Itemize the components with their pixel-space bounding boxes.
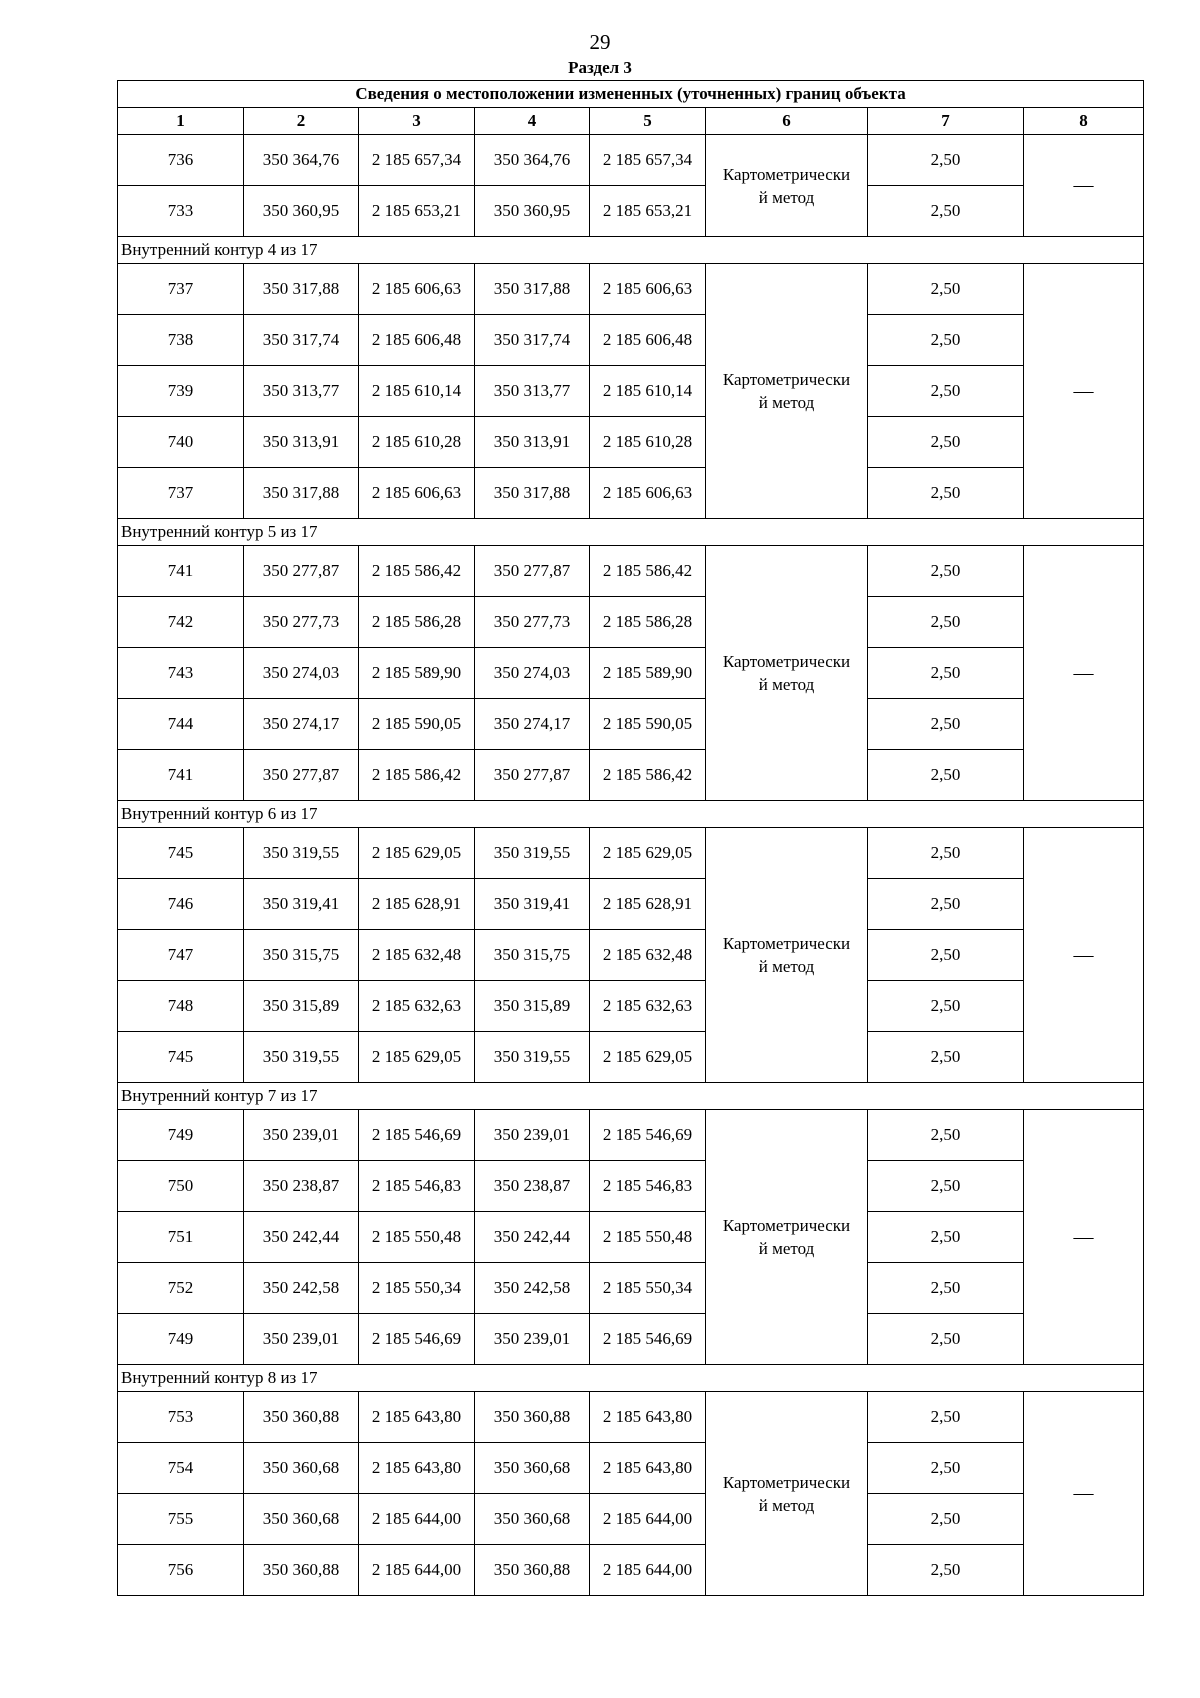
y-coordinate-cell: 2 185 550,34 [359,1263,475,1314]
x-coordinate-new-cell: 350 274,17 [475,699,590,750]
method-cell [706,546,868,801]
method-text-line2: й метод [758,1495,815,1515]
method-text-line1: Картометрически [722,652,851,671]
x-coordinate-new-cell: 350 239,01 [475,1314,590,1365]
table-row [118,186,1144,237]
y-coordinate-cell: 2 185 586,42 [359,750,475,801]
y-coordinate-cell: 2 185 546,69 [359,1110,475,1161]
y-coordinate-new-cell: 2 185 629,05 [590,1032,706,1083]
y-coordinate-cell: 2 185 546,83 [359,1161,475,1212]
table-row [118,1161,1144,1212]
x-coordinate-cell: 350 274,03 [244,648,359,699]
table-row [118,1212,1144,1263]
table-row [118,1263,1144,1314]
y-coordinate-new-cell: 2 185 606,63 [590,264,706,315]
x-coordinate-new-cell: 350 242,58 [475,1263,590,1314]
x-coordinate-new-cell: 350 238,87 [475,1161,590,1212]
point-number-cell: 753 [118,1392,244,1443]
y-coordinate-new-cell: 2 185 610,14 [590,366,706,417]
accuracy-cell: 2,50 [868,1161,1024,1212]
column8-dash-cell: — [1024,546,1144,801]
page-number: 29 [589,30,611,54]
table-row [118,1314,1144,1365]
point-number-cell: 745 [118,828,244,879]
table-row [118,315,1144,366]
table-row [118,1392,1144,1443]
x-coordinate-new-cell: 350 364,76 [475,135,590,186]
point-number-cell: 739 [118,366,244,417]
contour-label: Внутренний контур 7 из 17 [118,1083,1144,1110]
point-number-cell: 751 [118,1212,244,1263]
method-cell [706,828,868,1083]
x-coordinate-cell: 350 315,75 [244,930,359,981]
method-text-line2: й метод [758,957,815,976]
point-number-cell: 755 [118,1494,244,1545]
x-coordinate-new-cell: 350 319,55 [475,828,590,879]
column-header: 7 [868,108,1024,135]
y-coordinate-cell: 2 185 644,00 [359,1545,475,1596]
column-header: 4 [475,108,590,135]
point-number-cell: 744 [118,699,244,750]
contour-row [118,1083,1144,1110]
table-row [118,930,1144,981]
y-coordinate-new-cell: 2 185 657,34 [590,135,706,186]
x-coordinate-new-cell: 350 360,88 [475,1392,590,1443]
y-coordinate-new-cell: 2 185 606,48 [590,315,706,366]
x-coordinate-new-cell: 350 319,41 [475,879,590,930]
accuracy-cell: 2,50 [868,750,1024,801]
y-coordinate-cell: 2 185 590,05 [359,699,475,750]
y-coordinate-new-cell: 2 185 643,80 [590,1392,706,1443]
x-coordinate-new-cell: 350 242,44 [475,1212,590,1263]
x-coordinate-cell: 350 277,87 [244,750,359,801]
y-coordinate-new-cell: 2 185 632,63 [590,981,706,1032]
y-coordinate-cell: 2 185 629,05 [359,828,475,879]
point-number-cell: 741 [118,750,244,801]
point-number-cell: 736 [118,135,244,186]
accuracy-cell: 2,50 [868,1263,1024,1314]
point-number-cell: 750 [118,1161,244,1212]
point-number-cell: 752 [118,1263,244,1314]
x-coordinate-cell: 350 313,77 [244,366,359,417]
point-number-cell: 745 [118,1032,244,1083]
accuracy-cell: 2,50 [868,1314,1024,1365]
x-coordinate-new-cell: 350 277,87 [475,750,590,801]
y-coordinate-cell: 2 185 606,63 [359,264,475,315]
point-number-cell: 741 [118,546,244,597]
table-row [118,1494,1144,1545]
y-coordinate-new-cell: 2 185 586,42 [590,750,706,801]
contour-row [118,519,1144,546]
y-coordinate-new-cell: 2 185 550,48 [590,1212,706,1263]
method-text-line2: й метод [758,675,815,694]
method-text-line1: Картометрически [722,934,851,953]
contour-row [118,801,1144,828]
x-coordinate-cell: 350 238,87 [244,1161,359,1212]
contour-row [118,1365,1144,1392]
column-header: 6 [706,108,868,135]
y-coordinate-new-cell: 2 185 610,28 [590,417,706,468]
x-coordinate-cell: 350 319,41 [244,879,359,930]
accuracy-cell: 2,50 [868,981,1024,1032]
column8-dash-cell: — [1024,135,1144,237]
x-coordinate-new-cell: 350 274,03 [475,648,590,699]
table-row [118,468,1144,519]
accuracy-cell: 2,50 [868,315,1024,366]
y-coordinate-new-cell: 2 185 590,05 [590,699,706,750]
method-text-line2: й метод [758,187,815,207]
accuracy-cell: 2,50 [868,648,1024,699]
x-coordinate-cell: 350 242,58 [244,1263,359,1314]
x-coordinate-cell: 350 317,88 [244,264,359,315]
x-coordinate-cell: 350 364,76 [244,135,359,186]
y-coordinate-cell: 2 185 586,28 [359,597,475,648]
method-text-line1: Картометрически [722,164,851,184]
section-title: Раздел 3 [568,58,632,77]
table-row [118,1110,1144,1161]
x-coordinate-new-cell: 350 360,95 [475,186,590,237]
method-text-line2: й метод [758,393,815,412]
y-coordinate-new-cell: 2 185 550,34 [590,1263,706,1314]
x-coordinate-cell: 350 315,89 [244,981,359,1032]
y-coordinate-new-cell: 2 185 628,91 [590,879,706,930]
table-row [118,597,1144,648]
accuracy-cell: 2,50 [868,264,1024,315]
y-coordinate-cell: 2 185 644,00 [359,1494,475,1545]
x-coordinate-cell: 350 277,87 [244,546,359,597]
x-coordinate-cell: 350 319,55 [244,828,359,879]
x-coordinate-new-cell: 350 360,68 [475,1443,590,1494]
table-row [118,366,1144,417]
accuracy-cell: 2,50 [868,135,1024,186]
point-number-cell: 747 [118,930,244,981]
point-number-cell: 733 [118,186,244,237]
y-coordinate-cell: 2 185 632,48 [359,930,475,981]
x-coordinate-new-cell: 350 239,01 [475,1110,590,1161]
method-cell [706,1392,868,1596]
y-coordinate-new-cell: 2 185 546,83 [590,1161,706,1212]
column-header: 1 [118,108,244,135]
x-coordinate-cell: 350 239,01 [244,1110,359,1161]
x-coordinate-cell: 350 239,01 [244,1314,359,1365]
x-coordinate-cell: 350 360,88 [244,1545,359,1596]
table-row [118,1545,1144,1596]
y-coordinate-new-cell: 2 185 644,00 [590,1494,706,1545]
accuracy-cell: 2,50 [868,186,1024,237]
accuracy-cell: 2,50 [868,417,1024,468]
x-coordinate-new-cell: 350 317,88 [475,264,590,315]
x-coordinate-cell: 350 317,88 [244,468,359,519]
y-coordinate-cell: 2 185 643,80 [359,1392,475,1443]
contour-label: Внутренний контур 6 из 17 [118,801,1144,828]
y-coordinate-cell: 2 185 657,34 [359,135,475,186]
y-coordinate-new-cell: 2 185 589,90 [590,648,706,699]
x-coordinate-cell: 350 317,74 [244,315,359,366]
method-cell [706,1110,868,1365]
table-row [118,648,1144,699]
x-coordinate-cell: 350 274,17 [244,699,359,750]
x-coordinate-new-cell: 350 317,88 [475,468,590,519]
table-row [118,828,1144,879]
table-row [118,879,1144,930]
table-row [118,699,1144,750]
x-coordinate-new-cell: 350 313,91 [475,417,590,468]
point-number-cell: 740 [118,417,244,468]
column8-dash-cell: — [1024,828,1144,1083]
column8-dash-cell: — [1024,264,1144,519]
table-row [118,981,1144,1032]
x-coordinate-new-cell: 350 315,89 [475,981,590,1032]
y-coordinate-cell: 2 185 632,63 [359,981,475,1032]
x-coordinate-cell: 350 360,88 [244,1392,359,1443]
table-row [118,750,1144,801]
method-cell [706,264,868,519]
accuracy-cell: 2,50 [868,828,1024,879]
y-coordinate-cell: 2 185 629,05 [359,1032,475,1083]
table-row [118,1443,1144,1494]
method-text-line2: й метод [758,1239,815,1258]
table-row [118,135,1144,186]
x-coordinate-new-cell: 350 315,75 [475,930,590,981]
y-coordinate-new-cell: 2 185 632,48 [590,930,706,981]
x-coordinate-new-cell: 350 313,77 [475,366,590,417]
x-coordinate-cell: 350 360,68 [244,1443,359,1494]
point-number-cell: 743 [118,648,244,699]
contour-label: Внутренний контур 4 из 17 [118,237,1144,264]
accuracy-cell: 2,50 [868,1212,1024,1263]
y-coordinate-new-cell: 2 185 546,69 [590,1314,706,1365]
y-coordinate-cell: 2 185 550,48 [359,1212,475,1263]
contour-row [118,237,1144,264]
y-coordinate-cell: 2 185 606,48 [359,315,475,366]
column-header: 3 [359,108,475,135]
accuracy-cell: 2,50 [868,366,1024,417]
x-coordinate-cell: 350 277,73 [244,597,359,648]
contour-label: Внутренний контур 5 из 17 [118,519,1144,546]
accuracy-cell: 2,50 [868,1443,1024,1494]
y-coordinate-cell: 2 185 610,28 [359,417,475,468]
point-number-cell: 749 [118,1314,244,1365]
table-row [118,546,1144,597]
column8-dash-cell: — [1024,1392,1144,1596]
column-header: 2 [244,108,359,135]
x-coordinate-new-cell: 350 360,88 [475,1545,590,1596]
y-coordinate-new-cell: 2 185 606,63 [590,468,706,519]
y-coordinate-cell: 2 185 643,80 [359,1443,475,1494]
y-coordinate-cell: 2 185 589,90 [359,648,475,699]
point-number-cell: 738 [118,315,244,366]
y-coordinate-cell: 2 185 586,42 [359,546,475,597]
accuracy-cell: 2,50 [868,1545,1024,1596]
accuracy-cell: 2,50 [868,879,1024,930]
accuracy-cell: 2,50 [868,1494,1024,1545]
coordinates-table [117,80,1144,1596]
column-number-row [118,108,1144,135]
table-row [118,417,1144,468]
column-header: 5 [590,108,706,135]
x-coordinate-cell: 350 242,44 [244,1212,359,1263]
table-title: Сведения о местоположении измененных (уточненных) границ объекта [118,81,1144,108]
y-coordinate-cell: 2 185 610,14 [359,366,475,417]
y-coordinate-new-cell: 2 185 629,05 [590,828,706,879]
x-coordinate-new-cell: 350 277,87 [475,546,590,597]
point-number-cell: 756 [118,1545,244,1596]
point-number-cell: 737 [118,468,244,519]
x-coordinate-cell: 350 319,55 [244,1032,359,1083]
y-coordinate-cell: 2 185 628,91 [359,879,475,930]
y-coordinate-new-cell: 2 185 586,42 [590,546,706,597]
accuracy-cell: 2,50 [868,468,1024,519]
accuracy-cell: 2,50 [868,546,1024,597]
point-number-cell: 749 [118,1110,244,1161]
point-number-cell: 737 [118,264,244,315]
y-coordinate-cell: 2 185 606,63 [359,468,475,519]
method-cell [706,135,868,237]
accuracy-cell: 2,50 [868,930,1024,981]
x-coordinate-cell: 350 313,91 [244,417,359,468]
y-coordinate-cell: 2 185 653,21 [359,186,475,237]
x-coordinate-new-cell: 350 277,73 [475,597,590,648]
table-title-row [118,81,1144,108]
y-coordinate-cell: 2 185 546,69 [359,1314,475,1365]
y-coordinate-new-cell: 2 185 546,69 [590,1110,706,1161]
accuracy-cell: 2,50 [868,1032,1024,1083]
x-coordinate-cell: 350 360,95 [244,186,359,237]
y-coordinate-new-cell: 2 185 586,28 [590,597,706,648]
point-number-cell: 746 [118,879,244,930]
accuracy-cell: 2,50 [868,1392,1024,1443]
table-row [118,264,1144,315]
x-coordinate-cell: 350 360,68 [244,1494,359,1545]
x-coordinate-new-cell: 350 319,55 [475,1032,590,1083]
table-row [118,1032,1144,1083]
y-coordinate-new-cell: 2 185 653,21 [590,186,706,237]
y-coordinate-new-cell: 2 185 643,80 [590,1443,706,1494]
point-number-cell: 742 [118,597,244,648]
point-number-cell: 754 [118,1443,244,1494]
method-text-line1: Картометрически [722,1216,851,1235]
column-header: 8 [1024,108,1144,135]
method-text-line1: Картометрически [722,1472,851,1492]
x-coordinate-new-cell: 350 317,74 [475,315,590,366]
accuracy-cell: 2,50 [868,597,1024,648]
contour-label: Внутренний контур 8 из 17 [118,1365,1144,1392]
y-coordinate-new-cell: 2 185 644,00 [590,1545,706,1596]
column8-dash-cell: — [1024,1110,1144,1365]
accuracy-cell: 2,50 [868,699,1024,750]
accuracy-cell: 2,50 [868,1110,1024,1161]
point-number-cell: 748 [118,981,244,1032]
x-coordinate-new-cell: 350 360,68 [475,1494,590,1545]
method-text-line1: Картометрически [722,370,851,389]
